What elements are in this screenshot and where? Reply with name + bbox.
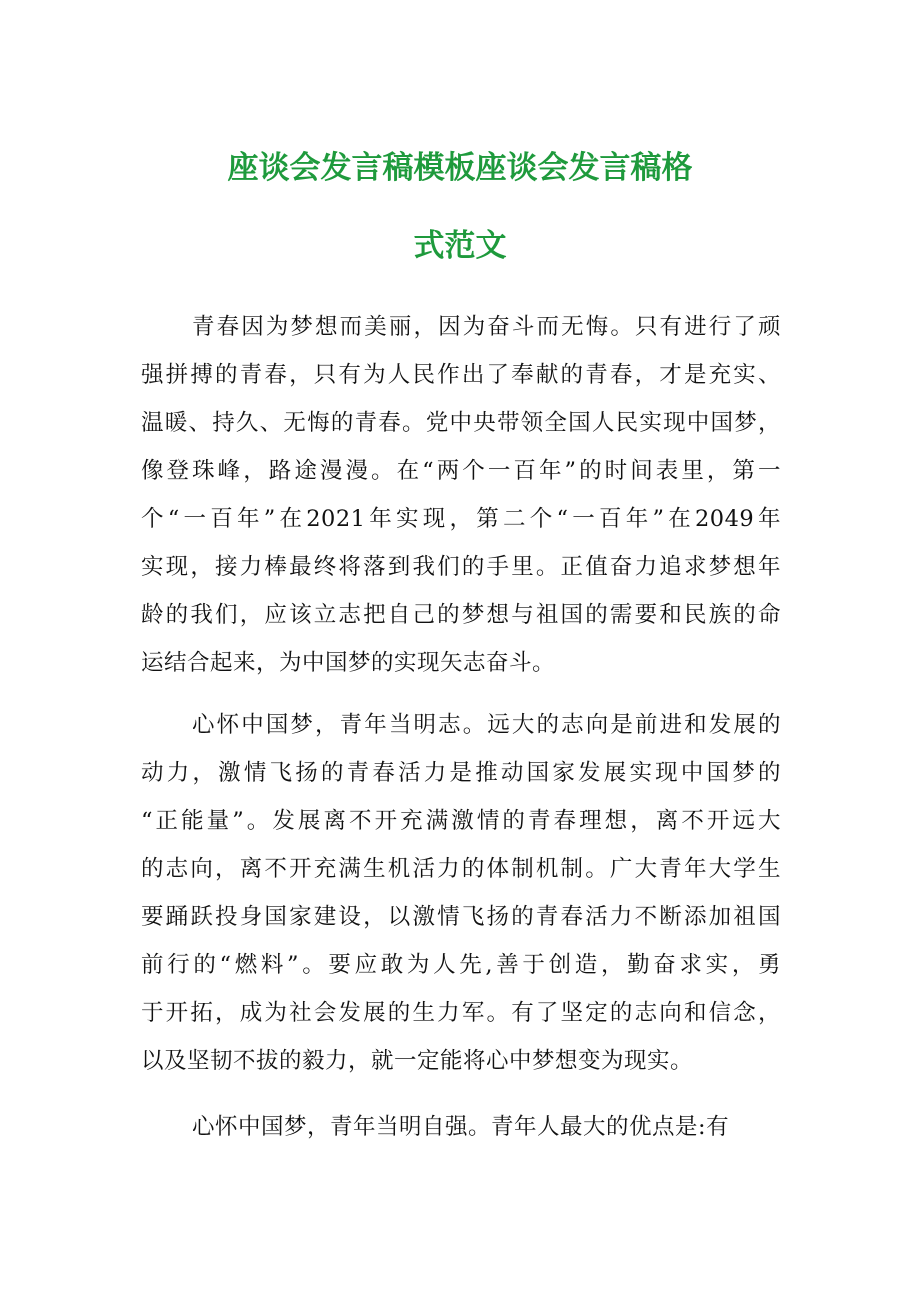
document-title-line-1: 座谈会发言稿模板座谈会发言稿格: [227, 150, 693, 186]
paragraph-line: 强拼搏的青春，只有为人民作出了奉献的青春，才是充实、: [141, 362, 781, 388]
paragraph-line: 心怀中国梦，青年当明志。远大的志向是前进和发展的: [192, 712, 781, 738]
paragraph-line: 以及坚韧不拔的毅力，就一定能将心中梦想变为现实。: [141, 1048, 694, 1074]
paragraph-line: 温暖、持久、无悔的青春。党中央带领全国人民实现中国梦，: [141, 410, 781, 436]
paragraph-line: 心怀中国梦，青年当明自强。青年人最大的优点是:有: [192, 1114, 730, 1140]
paragraph-line: 动力，激情飞扬的青春活力是推动国家发展实现中国梦的: [141, 760, 781, 786]
paragraph-line: “正能量”。发展离不开充满激情的青春理想，离不开远大: [141, 808, 781, 834]
paragraph-line: 前行的“燃料”。要应敢为人先,善于创造，勤奋求实，勇: [141, 952, 781, 978]
paragraph-line: 要踊跃投身国家建设，以激情飞扬的青春活力不断添加祖国: [141, 904, 781, 930]
paragraph-line: 个“一百年”在2021年实现，第二个“一百年”在2049年: [141, 506, 781, 532]
paragraph-line: 龄的我们，应该立志把自己的梦想与祖国的需要和民族的命: [141, 602, 781, 628]
paragraph-line: 运结合起来，为中国梦的实现矢志奋斗。: [141, 650, 556, 676]
paragraph-line: 实现，接力棒最终将落到我们的手里。正值奋力追求梦想年: [141, 554, 781, 580]
paragraph-line: 像登珠峰，路途漫漫。在“两个一百年”的时间表里，第一: [141, 458, 781, 484]
paragraph-line: 的志向，离不开充满生机活力的体制机制。广大青年大学生: [141, 856, 781, 882]
document-title-line-2: 式范文: [413, 228, 507, 264]
paragraph-line: 青春因为梦想而美丽，因为奋斗而无悔。只有进行了顽: [192, 314, 781, 340]
paragraph-line: 于开拓，成为社会发展的生力军。有了坚定的志向和信念，: [141, 1000, 781, 1026]
